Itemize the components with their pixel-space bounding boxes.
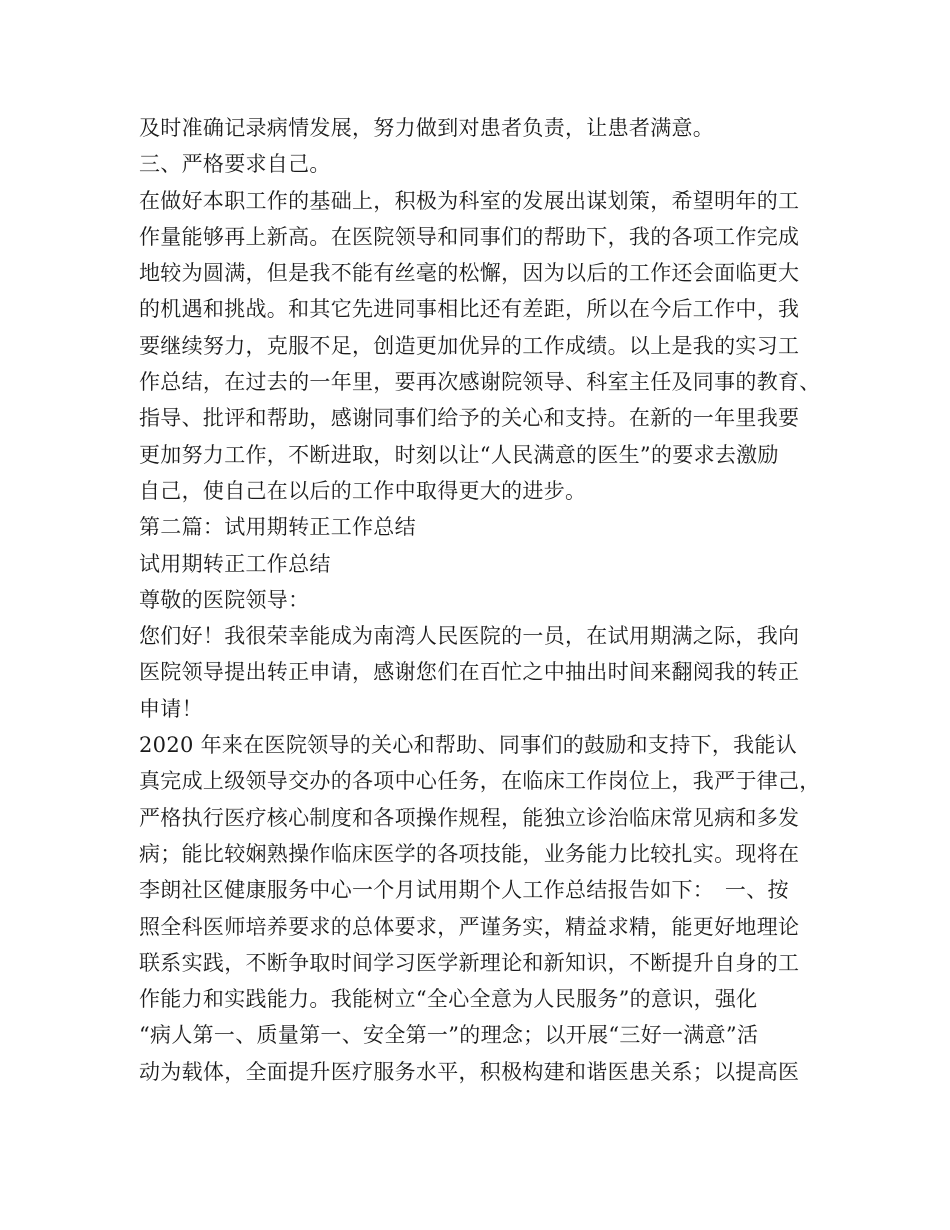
text-line: 李朗社区健康服务中心一个月试用期个人工作总结报告如下： 一、按 xyxy=(139,878,789,903)
document-body xyxy=(139,110,829,1090)
text-line: 您们好！我很荣幸能成为南湾人民医院的一员，在试用期满之际，我向 xyxy=(139,624,800,649)
text-line: 更加努力工作，不断进取，时刻以让“人民满意的医生”的要求去激励 xyxy=(139,442,779,467)
text-line: 病；能比较娴熟操作临床医学的各项技能，业务能力比较扎实。现将在 xyxy=(139,841,800,866)
text-line: 真完成上级领导交办的各项中心任务，在临床工作岗位上，我严于律己， xyxy=(139,769,821,794)
document-title: 试用期转正工作总结 xyxy=(139,551,331,576)
section-heading: 三、严格要求自己。 xyxy=(139,152,331,177)
text-line: 医院领导提出转正申请，感谢您们在百忙之中抽出时间来翻阅我的转正 xyxy=(139,660,800,685)
text-line: 自己，使自己在以后的工作中取得更大的进步。 xyxy=(139,478,587,503)
text-line: 的机遇和挑战。和其它先进同事相比还有差距，所以在今后工作中，我 xyxy=(139,297,800,322)
text-line: 在做好本职工作的基础上，积极为科室的发展出谋划策，希望明年的工 xyxy=(139,188,800,213)
salutation: 尊敬的医院领导： xyxy=(139,587,310,612)
text-line: 2020 年来在医院领导的关心和帮助、同事们的鼓励和支持下，我能认 xyxy=(139,733,798,758)
text-line: 作总结，在过去的一年里，要再次感谢院领导、科室主任及同事的教育、 xyxy=(139,370,821,395)
text-line: 照全科医师培养要求的总体要求，严谨务实，精益求精，能更好地理论 xyxy=(139,914,800,939)
text-line: 及时准确记录病情发展，努力做到对患者负责，让患者满意。 xyxy=(139,116,715,140)
chapter-heading: 第二篇：试用期转正工作总结 xyxy=(139,515,416,540)
text-line: 地较为圆满，但是我不能有丝毫的松懈，因为以后的工作还会面临更大 xyxy=(139,261,800,286)
text-line: 指导、批评和帮助，感谢同事们给予的关心和支持。在新的一年里我要 xyxy=(139,406,800,431)
text-line: 作量能够再上新高。在医院领导和同事们的帮助下，我的各项工作完成 xyxy=(139,224,800,249)
text-line: 作能力和实践能力。我能树立“全心全意为人民服务”的意识，强化 xyxy=(139,987,758,1012)
text-line: 要继续努力，克服不足，创造更加优异的工作成绩。以上是我的实习工 xyxy=(139,333,800,358)
text-line: “病人第一、质量第一、安全第一”的理念；以开展“三好一满意”活 xyxy=(139,1023,759,1048)
text-line: 申请！ xyxy=(139,696,203,721)
text-line: 严格执行医疗核心制度和各项操作规程，能独立诊治临床常见病和多发 xyxy=(139,805,800,830)
text-line: 动为载体，全面提升医疗服务水平，积极构建和谐医患关系；以提高医 xyxy=(139,1059,800,1084)
text-line: 联系实践，不断争取时间学习医学新理论和新知识，不断提升自身的工 xyxy=(139,950,800,975)
